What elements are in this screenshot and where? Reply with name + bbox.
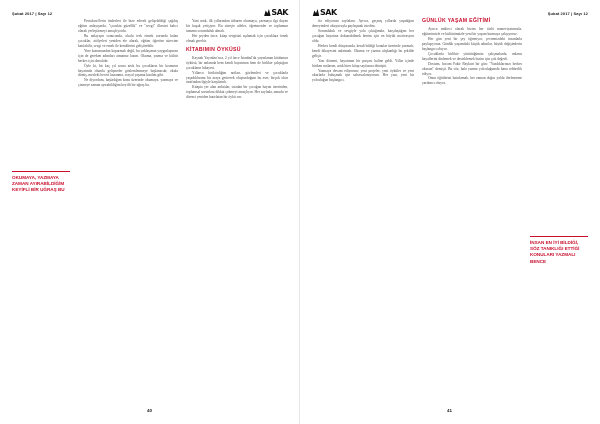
left-pullquote (12, 175, 70, 194)
paragraph: Yazmaya devam ediyorum; yeni projeler, yeni öyküler ve yeni okurlarla buluşmak için sabırsızlanıyorum. Her yazı, yeni bir yolculuğun başlangıcı. (312, 68, 414, 83)
right-header (312, 8, 588, 18)
paragraph: Her şeyden önce, kitap sevgisini aşılamak için çocuklara örnek olmak gerekir. (186, 33, 288, 43)
paragraph: Herkes kendi dünyasında, kendi bildiği konular üzerinde yazmalı; kendi hikayesini anlatmalı. Okuma ve yazma alışkanlığı bu şekilde gelişir. (312, 43, 414, 58)
issue-meta: Şubat 2017 | Sayı 12 (547, 11, 588, 16)
pullquote-text: OKUMAYA, YAZMAYA ZAMAN AYIRABİLDİĞİM KEYİFLİ BİR UĞRAŞ BU (12, 175, 65, 193)
magazine-logo (263, 8, 288, 17)
page-number: 40 (147, 408, 153, 413)
paragraph: Kitapta yer alan anlatılar, sıradan bir çocuğun hayatı üzerinden, toplumsal sorunlara dikkat çekmeyi amaçlıyor. Her sayfada, umudu ve direnci yeniden hatırlatan bir öykü var. (186, 85, 288, 100)
paragraph: Her gün yeni bir şey öğreniyor, çevremizdeki insanlarla paylaşıyoruz. Günlük yaşamdaki küçük adımlar, büyük değişimlerin başlangıcı oluyor. (422, 36, 522, 51)
pullquote-rule (12, 171, 70, 172)
paragraph: Yine konumuzdan koparmak değil, bu yaklaşımın yaygınlaşması için de gereken adımları atmamız lazım. Okuma, yazma ve kültür herkes için olmalıdır. (78, 48, 178, 63)
page-number: 41 (447, 408, 453, 413)
paragraph: Yazı dönemi, hayatımın bir parçası haline geldi. Yıllar içinde biriken notlarım, artık birer kitap sayfasına dönüştü. (312, 58, 414, 68)
magazine-logo (312, 8, 337, 17)
paragraph: Çocuklarla birlikte yürüttüğümüz çalışmalarda, onların hayallerini dinlemek ve desteklemek bizim için çok değerli. (422, 51, 522, 61)
left-column-1 (78, 19, 178, 88)
issue-meta: Şubat 2017 | Sayı 12 (12, 11, 53, 16)
left-column-2 (186, 19, 288, 100)
logo-text: SAK (271, 8, 288, 17)
paragraph: Yıllarca biriktirdiğim notları, gözlemleri ve çocuklarla yaşadıklarımı bir araya getirerek oluşturduğum bu eser, birçok okur tarafından ilgiyle karşılandı. (186, 70, 288, 85)
paragraph: Onun öğütlerini hatırlamak, her zaman doğru yolda ilerlememe yardımcı oluyor. (422, 76, 522, 86)
logo-icon (312, 9, 320, 16)
paragraph: Yani artık, ilk yıllarından itibaren okumaya, yazmaya ilgi duyan bir kuşak yetişiyor. Bu süreçte aileler, öğretmenler ve toplumun tamamı sorumluluk almalı. (186, 19, 288, 33)
paragraph: Pestalozzi'lerin önderleri ile bize ederek gelişebildiği çağdaş eğitim anlayışında, "çocukta güzellik" ve "sevgi" ilkesini kalıcı olarak yerleştirmeyi amaçlıyordu. (78, 19, 178, 33)
paragraph: Dostum, hocam Fakir Baykurt bir gün: "Yazdıklarınızı herkes okusun" demişti. Bu söz, hala yazma yolculuğumda bana rehberlik ediyor. (422, 61, 522, 76)
pullquote-text: İNSAN EN İYİ BİLDİĞİ, SÖZ TANIKLIĞI ETTİĞİ KONULARI YAZMALI BENCE (530, 240, 580, 264)
logo-text: SAK (320, 8, 337, 17)
paragraph: Kaynak Yayınları'nca, 2 yıl önce İstanbul'da yayınlanan kitabımın öyküsü, bir anlamda hem kendi hayatımın hem de birlikte çalıştığım çocukların hikayesi. (186, 55, 288, 70)
paragraph: Sorumluluk ve sevgiyle yola çıktığımda, karşılaştığım her çocuğun hayatına dokunabilmek benim için en büyük motivasyon oldu. (312, 28, 414, 43)
paragraph: Bu anlayışın sonucunda, okulu terk etmek zorunda kalan çocuklar, atölyeleri yeniden ele alarak, eğitim öğretim sürecine katılabilir, sevgi ve emek ile kendilerini geliştirebilir. (78, 33, 178, 48)
pullquote-rule (530, 236, 588, 237)
right-page (300, 0, 600, 424)
right-column-2 (422, 19, 522, 86)
paragraph: Ne diyordum, başladığım konu üzerinde okumaya, yazmaya ve çizmeye zaman ayırabildiğim keyifli bir uğraş bu. (78, 78, 178, 88)
section-title: GÜNLÜK YAŞAM EĞİTİMİ (422, 18, 491, 24)
right-pullquote (530, 240, 588, 265)
left-header (12, 8, 288, 18)
paragraph: ifa ediyorum sayfalara. Ayrıca, geçmiş yıllarda yaşadığım deneyimleri okuyucuyla paylaşmak istedim. (312, 19, 414, 28)
right-column-1 (312, 19, 414, 83)
section-title: KİTABIMIN ÖYKÜSÜ (186, 46, 241, 53)
paragraph: Öyle ki, bir kaç yıl sonra artık bu çocukların bir kısmının hayatında olumlu gelişmeler gözlemlenmeye başlanacak; okula dönüş, mesleki beceri kazanma, sosyal yaşama katılım gibi. (78, 63, 178, 78)
paragraph: Ayrıca mülteci olarak bizim her türlü maneviyatımızla, eğitimimizle ve kültürümüzle yeni bir yaşam kurmaya çalışıyoruz. (422, 26, 522, 36)
